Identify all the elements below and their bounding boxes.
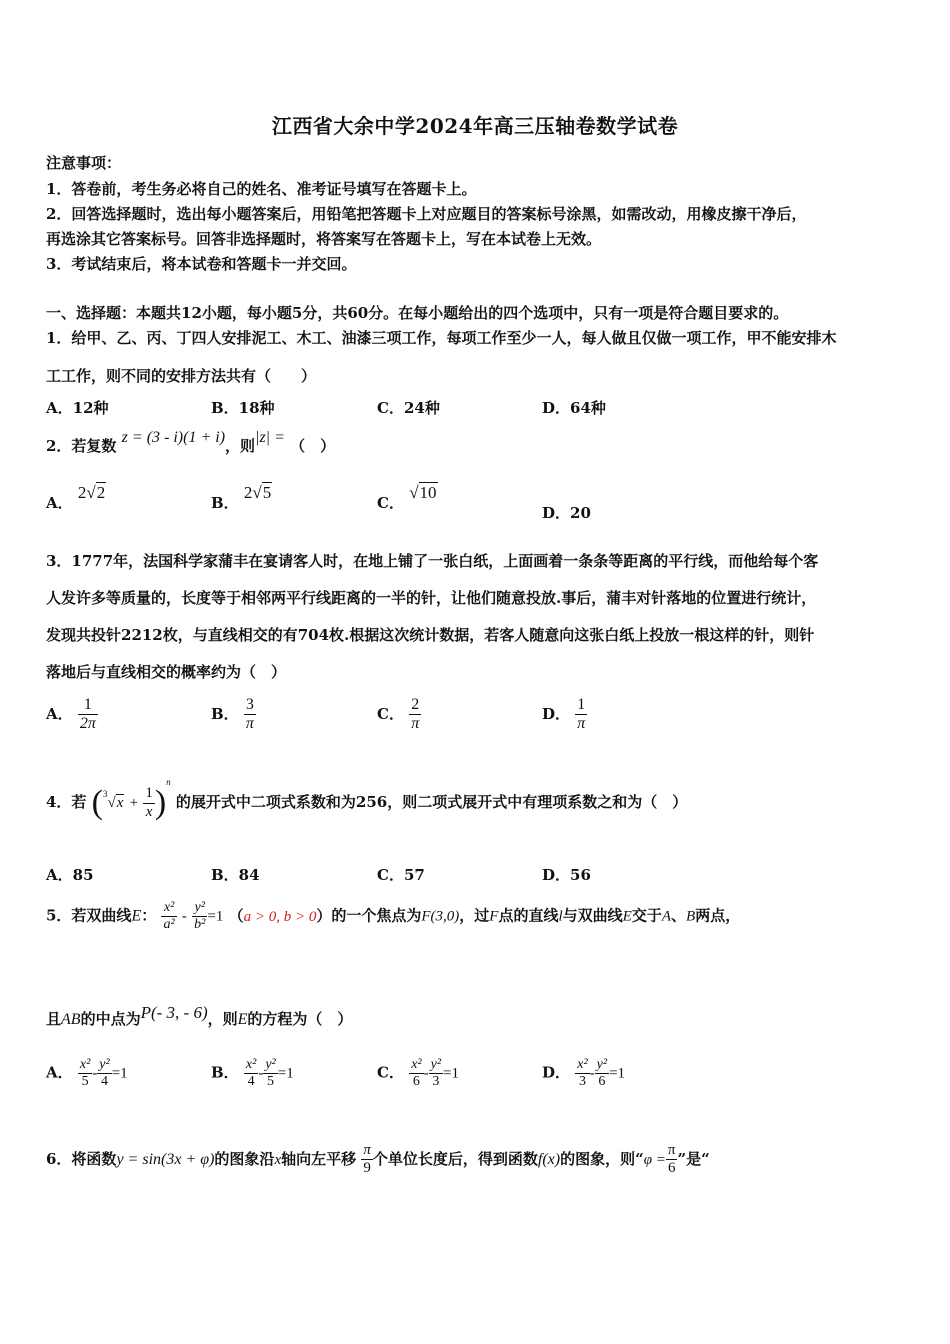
q5-b-frac1	[244, 1057, 258, 1090]
q2-option-a-label: A．	[46, 494, 73, 512]
q6-phi-den: 6	[667, 1160, 676, 1177]
q2-option-d: D．20	[542, 504, 591, 522]
q5-with-text: 与双曲线	[562, 906, 623, 925]
q3-option-d-fraction	[575, 696, 587, 734]
q5-b-y2: y²	[263, 1057, 277, 1074]
q6-t5: ”是“	[677, 1149, 710, 1168]
q3-c-den: π	[411, 715, 420, 733]
notice-item-2-cont: 再选涂其它答案标号。回答非选择题时，将答案写在答题卡上，写在本试卷上无效。	[46, 230, 602, 248]
q5-b-eq: =1	[277, 1065, 294, 1082]
q4-frac-den: x	[145, 803, 153, 820]
q5-prefix: 5．若双曲线	[46, 906, 132, 925]
q5-minus: -	[181, 908, 187, 925]
q5-b-frac2	[263, 1057, 277, 1090]
q2-option-b-label: B．	[211, 494, 239, 512]
q2-mid: ，则	[225, 437, 256, 455]
q5-a-a: 5	[81, 1074, 89, 1090]
q6-func: y = sin(3x + φ)	[116, 1150, 215, 1168]
q5-d-frac2	[595, 1057, 609, 1090]
q3-option-b	[211, 696, 256, 734]
q2-option-c-value: √10	[409, 483, 437, 502]
q5-b-b: 5	[267, 1074, 275, 1090]
q3-b-num: 3	[244, 696, 256, 715]
q4-right-paren: )	[154, 784, 167, 821]
q6-phi: φ =	[643, 1151, 666, 1168]
q6-shift-num: π	[361, 1142, 373, 1160]
q6-t3: 个单位长度后，得到函数	[372, 1149, 538, 1168]
q1-option-b: B．18种	[211, 399, 275, 417]
q6-t1: 的图象沿	[214, 1149, 275, 1168]
q5-c-x2: x²	[409, 1057, 423, 1074]
q2-option-a	[46, 483, 106, 513]
q6-shift-den: 9	[363, 1160, 371, 1177]
q5-d-eq: =1	[609, 1065, 626, 1082]
q3-option-a-label: A．	[46, 704, 73, 723]
question-5-line-2	[46, 1003, 353, 1029]
q4-root-index: 3	[103, 789, 108, 799]
question-1-line-1: 1．给甲、乙、丙、丁四人安排泥工、木工、油漆三项工作，每项工作至少一人，每人做且仅做一项工作，甲不能安排木	[46, 329, 837, 347]
q1-option-a: A．12种	[46, 399, 109, 417]
q5-option-b-label: B．	[211, 1063, 239, 1082]
q2-a-coef: 2	[77, 483, 87, 502]
q5-eq-frac2	[192, 900, 207, 933]
q1-option-c: C．24种	[377, 399, 440, 417]
q5-two-points: 两点，	[695, 906, 741, 925]
q4-frac-num: 1	[143, 785, 155, 803]
q5-sep: 、	[671, 906, 687, 925]
q2-option-c	[377, 483, 438, 513]
question-4	[46, 777, 688, 822]
q4-suffix: 的展开式中二项式系数和为256，则二项式展开式中有理项系数之和为（ ）	[175, 793, 688, 811]
q5-c-y2: y²	[429, 1057, 443, 1074]
q5-d-b: 6	[598, 1074, 606, 1090]
q6-fx: f(x)	[537, 1150, 561, 1168]
q3-d-den: π	[577, 715, 586, 733]
q5-mid-text: 的中点为	[80, 1010, 141, 1028]
notice-item-2: 2．回答选择题时，选出每小题答案后，用铅笔把答题卡上对应题目的答案标号涂黑，如需改动，用橡皮擦干净后，	[46, 205, 807, 223]
q5-eq-den1: a²	[163, 917, 175, 933]
q5-eq-rhs: =1	[207, 908, 224, 925]
q3-option-a	[46, 696, 98, 734]
q5-pass-text: ，过	[459, 906, 490, 925]
q5-focus-text: 的一个焦点为	[331, 906, 422, 925]
q5-option-c: C． $\frac{\text{x²}}{6}$ - $\frac{\text{y²}}{3}$ =1	[377, 1057, 459, 1090]
q4-left-paren: (	[91, 784, 103, 821]
q3-option-d-label: D．	[542, 704, 571, 723]
q3-a-den: 2π	[79, 715, 96, 733]
q5-eq-num1: x²	[161, 900, 176, 917]
notice-item-1: 1．答卷前，考生务必将自己的姓名、准考证号填写在答题卡上。	[46, 180, 477, 198]
q2-option-a-value: 2√2	[77, 483, 106, 502]
q5-d-frac1	[575, 1057, 589, 1090]
q5-AB: AB	[61, 1011, 81, 1028]
q5-b-x2: x²	[244, 1057, 258, 1074]
q5-a-frac2	[97, 1057, 111, 1090]
q3-option-b-fraction	[244, 696, 256, 734]
q5-focus: F(3,0)	[421, 908, 460, 925]
q5-a-x2: x²	[78, 1057, 92, 1074]
q4-option-a: A．85	[46, 866, 94, 884]
question-3-line-1: 3．1777年，法国科学家蒲丰在宴请客人时，在地上铺了一张白纸，上面画着一条条等距离的平行线，而他给每个客	[46, 552, 819, 570]
q5-E3: E	[237, 1011, 248, 1028]
q3-option-d	[542, 696, 587, 734]
q5-cond-text: a > 0, b > 0	[243, 908, 317, 925]
q2-suffix: （ ）	[290, 437, 336, 455]
question-3-line-3: 发现共投针2212枚，与直线相交的有704枚.根据这次统计数据，若客人随意向这张白纸上投放一根这样的针，则针	[46, 626, 815, 644]
q4-option-c: C．57	[377, 866, 425, 884]
q5-option-d-label: D．	[542, 1063, 571, 1082]
q2-prefix: 2．若复数	[46, 437, 117, 455]
q5-d-x2: x²	[575, 1057, 589, 1074]
q4-root: √x	[107, 795, 124, 811]
q5-c-eq: =1	[443, 1065, 459, 1082]
q4-exponent: n	[166, 777, 171, 787]
q5-c-a: 6	[412, 1074, 420, 1090]
page-title: 江西省大余中学2024年高三压轴卷数学试卷	[271, 114, 679, 138]
q3-option-c-fraction	[409, 696, 421, 734]
q4-fraction	[143, 785, 155, 821]
q5-eq-frac1	[161, 900, 176, 933]
q5-l: l	[558, 908, 563, 925]
section-heading: 一、选择题：本题共12小题，每小题5分，共60分。在每小题给出的四个选项中，只有一项是符合题目要求的。	[46, 304, 789, 322]
q5-B: B	[686, 908, 696, 925]
q5-colon: ：	[141, 906, 157, 925]
q2-c-rad: 10	[419, 483, 437, 502]
q5-P: P(- 3, - 6)	[140, 1003, 208, 1022]
q5-c-frac2	[429, 1057, 443, 1090]
q3-c-num: 2	[409, 696, 421, 715]
q5-E: E	[131, 907, 142, 925]
q3-option-a-fraction	[78, 696, 98, 734]
q2-option-b	[211, 483, 272, 513]
q4-plus: +	[129, 795, 139, 811]
q5-option-c-label: C．	[377, 1063, 404, 1082]
q5-a-eq: =1	[111, 1065, 128, 1082]
q5-a-b: 4	[101, 1074, 108, 1090]
q1-option-d: D．64种	[542, 399, 606, 417]
q5-F: F	[489, 908, 499, 925]
q5-d-a: 3	[578, 1074, 586, 1090]
q5-b-a: 4	[247, 1074, 255, 1090]
q5-inter-text: 交于	[631, 906, 662, 925]
q4-option-b: B．84	[211, 866, 260, 884]
q2-option-c-label: C．	[377, 494, 404, 512]
q5-option-d: D． $\frac{\text{x²}}{3}$ - $\frac{\text{y²}}{6}$ =1	[542, 1057, 626, 1090]
q5-a-frac1	[78, 1057, 92, 1090]
question-2	[46, 429, 336, 456]
q3-a-num: 1	[78, 696, 98, 715]
q2-option-b-value: 2√5	[243, 483, 272, 502]
q2-formula: z = (3 - i)(1 + i)	[121, 429, 226, 446]
q5-option-a-label: A．	[46, 1063, 73, 1082]
q5-c-b: 3	[432, 1074, 440, 1090]
q5-a-y2: y²	[97, 1057, 111, 1074]
q5-eqn-text: 的方程为（ ）	[247, 1010, 353, 1028]
question-6	[46, 1142, 710, 1178]
q3-option-c-label: C．	[377, 704, 404, 723]
q4-prefix: 4．若	[46, 793, 87, 811]
q5-cond: （a > 0, b > 0）	[228, 906, 332, 925]
q5-eq-num2: y²	[192, 900, 207, 917]
q5-line2-prefix: 且	[46, 1010, 62, 1028]
q6-x: x	[274, 1151, 282, 1168]
question-3-line-4: 落地后与直线相交的概率约为（ ）	[46, 663, 287, 681]
notice-heading: 注意事项：	[46, 154, 122, 172]
q5-option-b: B． $\frac{\text{x²}}{4}$ - $\frac{\text{y²}}{5}$ =1	[211, 1057, 294, 1090]
q2-a-rad: 2	[96, 483, 106, 502]
question-3-line-2: 人发许多等质量的，长度等于相邻两平行线距离的一半的针，让他们随意投放.事后，蒲丰对针落地的位置进行统计，	[46, 589, 817, 607]
q3-b-den: π	[245, 715, 254, 733]
q5-eq-den2: b²	[194, 917, 206, 933]
q2-b-rad: 5	[262, 483, 272, 502]
question-5-line-1	[46, 900, 740, 933]
q3-option-c	[377, 696, 421, 734]
q4-option-d: D．56	[542, 866, 591, 884]
q6-phi-frac	[666, 1142, 678, 1178]
q2-abs: |z| =	[255, 429, 285, 446]
question-1-line-2: 工工作，则不同的安排方法共有（ ）	[46, 367, 317, 385]
q6-phi-num: π	[666, 1142, 678, 1160]
q5-E2: E	[622, 908, 632, 925]
q5-line-text: 点的直线	[498, 906, 559, 925]
q5-option-a: A． $\frac{\text{x²}}{5}$ - $\frac{\text{y²}}{4}$ =1	[46, 1057, 128, 1090]
q5-then-text: ，则	[207, 1010, 238, 1028]
q3-d-num: 1	[575, 696, 587, 715]
q3-option-b-label: B．	[211, 704, 239, 723]
q5-c-frac1	[409, 1057, 423, 1090]
q5-A: A	[661, 908, 672, 925]
notice-item-3: 3．考试结束后，将本试卷和答题卡一并交回。	[46, 255, 357, 273]
q6-prefix: 6．将函数	[46, 1149, 117, 1168]
q2-b-coef: 2	[243, 483, 253, 502]
q4-root-var: x	[116, 795, 124, 811]
q6-t2: 轴向左平移	[281, 1149, 357, 1168]
q6-t4: 的图象，则“	[560, 1149, 644, 1168]
q5-d-y2: y²	[595, 1057, 609, 1074]
q6-shift-frac	[361, 1142, 373, 1178]
